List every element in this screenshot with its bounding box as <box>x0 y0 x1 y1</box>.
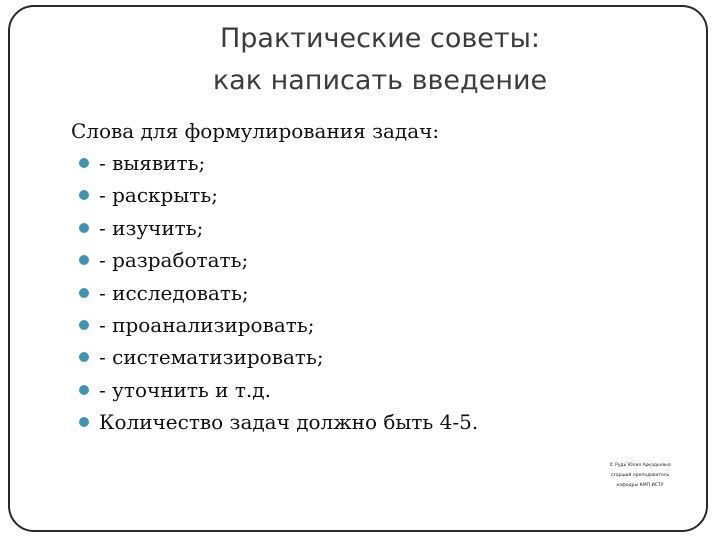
list-item <box>71 179 691 211</box>
footer-line-2: старший преподаватель <box>610 473 670 478</box>
bullet-icon <box>79 190 89 200</box>
bullet-icon <box>79 255 89 265</box>
list-item-text: - изучить; <box>99 215 204 240</box>
bullet-icon <box>79 158 89 168</box>
bullet-icon <box>79 223 89 233</box>
bullet-icon <box>79 320 89 330</box>
list-item-text: - раскрыть; <box>99 183 218 208</box>
list-item-text: - проанализировать; <box>99 312 315 337</box>
list-item <box>71 147 691 179</box>
bullet-icon <box>79 288 89 298</box>
bullet-list <box>71 147 691 439</box>
list-item <box>71 244 691 276</box>
list-item-text: - разработать; <box>99 248 249 273</box>
footer-line-1: © Рудь Юлия Аркадьевна <box>609 463 671 468</box>
list-item <box>71 212 691 244</box>
list-item <box>71 406 691 438</box>
footer-line-3: кафедры КМП ИСТУ <box>616 483 664 488</box>
list-item-text: Количество задач должно быть 4-5. <box>99 410 479 435</box>
bullet-icon <box>79 352 89 362</box>
intro-text: Слова для формулирования задач: <box>71 119 440 143</box>
author-footer <box>580 461 700 491</box>
list-item-text: - исследовать; <box>99 280 249 305</box>
bullet-icon <box>79 417 89 427</box>
slide-title <box>0 18 720 102</box>
list-item <box>71 277 691 309</box>
list-item-text: - выявить; <box>99 151 206 175</box>
list-item <box>71 341 691 373</box>
list-item <box>71 374 691 406</box>
title-line-2: как написать введение <box>212 65 548 96</box>
list-item-text: - уточнить и т.д. <box>99 377 271 402</box>
list-item <box>71 309 691 341</box>
bullet-icon <box>79 385 89 395</box>
slide-content <box>71 115 691 439</box>
title-line-1: Практические советы: <box>219 23 541 54</box>
list-item-text: - систематизировать; <box>99 345 324 370</box>
